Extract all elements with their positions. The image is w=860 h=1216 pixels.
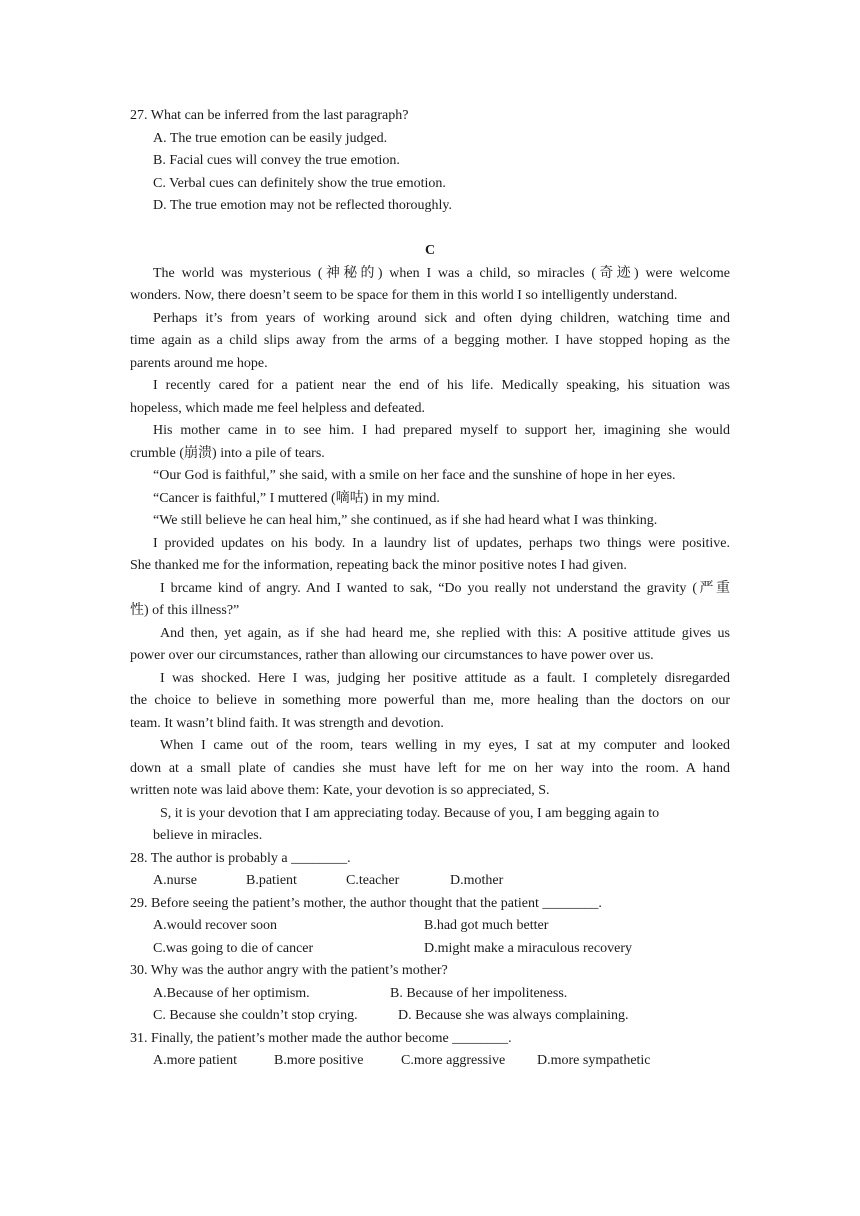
passage-line: I was shocked. Here I was, judging her positive attitude as a fault. I completely disregarded bbox=[160, 671, 730, 686]
question-30-stem: 30. Why was the author angry with the patient’s mother? bbox=[130, 963, 448, 978]
passage-line: “Our God is faithful,” she said, with a smile on her face and the sunshine of hope in her eyes. bbox=[153, 468, 676, 483]
question-29-option-c: C.was going to die of cancer bbox=[153, 941, 314, 956]
passage-line: I recently cared for a patient near the end of his life. Medically speaking, his situation was bbox=[153, 378, 730, 393]
passage-line: When I came out of the room, tears welling in my eyes, I sat at my computer and looked bbox=[160, 738, 730, 753]
passage-line: wonders. Now, there doesn’t seem to be space for them in this world I so intelligently understand. bbox=[130, 288, 678, 303]
question-29-option-b: B.had got much better bbox=[424, 918, 549, 933]
passage-line: “We still believe he can heal him,” she continued, as if she had heard what I was thinking. bbox=[153, 513, 658, 528]
question-27-option-a: A. The true emotion can be easily judged. bbox=[153, 131, 388, 146]
question-29-stem: 29. Before seeing the patient’s mother, the author thought that the patient ________. bbox=[130, 896, 602, 911]
question-27-option-d: D. The true emotion may not be reflected thoroughly. bbox=[153, 198, 452, 213]
passage-line: “Cancer is faithful,” I muttered (嘀咕) in my mind. bbox=[153, 491, 440, 506]
question-29-option-a: A.would recover soon bbox=[153, 918, 278, 933]
passage-line: I provided updates on his body. In a laundry list of updates, perhaps two things were positive. bbox=[153, 536, 730, 551]
passage-line: believe in miracles. bbox=[153, 828, 263, 843]
question-31-option-c: C.more aggressive bbox=[401, 1053, 506, 1068]
question-31-option-d: D.more sympathetic bbox=[537, 1053, 651, 1068]
passage-line: the choice to believe in something more powerful than me, more healing than the doctors on our bbox=[130, 693, 730, 708]
question-30-option-a: A.Because of her optimism. bbox=[153, 986, 310, 1001]
passage-line: down at a small plate of candies she must have left for me on her way into the room. A hand bbox=[130, 761, 730, 776]
question-30-option-c: C. Because she couldn’t stop crying. bbox=[153, 1008, 358, 1023]
question-31-option-a: A.more patient bbox=[153, 1053, 237, 1068]
passage-line: written note was laid above them: Kate, your devotion is so appreciated, S. bbox=[130, 783, 550, 798]
question-29-option-d: D.might make a miraculous recovery bbox=[424, 941, 632, 956]
passage-line: Perhaps it’s from years of working around sick and often dying children, watching time and bbox=[153, 311, 730, 326]
passage-line: parents around me hope. bbox=[130, 356, 268, 371]
passage-line: She thanked me for the information, repeating back the minor positive notes I had given. bbox=[130, 558, 627, 573]
passage-line: And then, yet again, as if she had heard me, she replied with this: A positive attitude gives us bbox=[160, 626, 730, 641]
question-31-option-b: B.more positive bbox=[274, 1053, 364, 1068]
question-30-option-b: B. Because of her impoliteness. bbox=[390, 986, 568, 1001]
passage-line: 性) of this illness?” bbox=[130, 603, 240, 618]
passage-line: crumble (崩溃) into a pile of tears. bbox=[130, 446, 325, 461]
question-28-option-d: D.mother bbox=[450, 873, 504, 888]
passage-line: I brcame kind of angry. And I wanted to sak, “Do you really not understand the gravity (严重 bbox=[160, 581, 730, 596]
passage-line: team. It wasn’t blind faith. It was strength and devotion. bbox=[130, 716, 444, 731]
passage-line: His mother came in to see him. I had prepared myself to support her, imagining she would bbox=[153, 423, 730, 438]
section-heading: C bbox=[424, 243, 436, 258]
passage-line: time again as a child slips away from the arms of a begging mother. I have stopped hoping as the bbox=[130, 333, 730, 348]
question-28-stem: 28. The author is probably a ________. bbox=[130, 851, 351, 866]
question-27-option-b: B. Facial cues will convey the true emotion. bbox=[153, 153, 400, 168]
passage-line: hopeless, which made me feel helpless and defeated. bbox=[130, 401, 426, 416]
question-30-option-d: D. Because she was always complaining. bbox=[398, 1008, 629, 1023]
question-28-option-c: C.teacher bbox=[346, 873, 400, 888]
question-28-option-a: A.nurse bbox=[153, 873, 197, 888]
question-27-option-c: C. Verbal cues can definitely show the true emotion. bbox=[153, 176, 446, 191]
passage-line: S, it is your devotion that I am appreciating today. Because of you, I am begging again to bbox=[160, 806, 660, 821]
passage-line: power over our circumstances, rather than allowing our circumstances to have power over us. bbox=[130, 648, 654, 663]
question-31-stem: 31. Finally, the patient’s mother made the author become ________. bbox=[130, 1031, 512, 1046]
question-27-stem: 27. What can be inferred from the last paragraph? bbox=[130, 108, 409, 123]
passage-line: The world was mysterious (神秘的) when I was a child, so miracles (奇迹) were welcome bbox=[153, 266, 730, 281]
question-28-option-b: B.patient bbox=[246, 873, 297, 888]
